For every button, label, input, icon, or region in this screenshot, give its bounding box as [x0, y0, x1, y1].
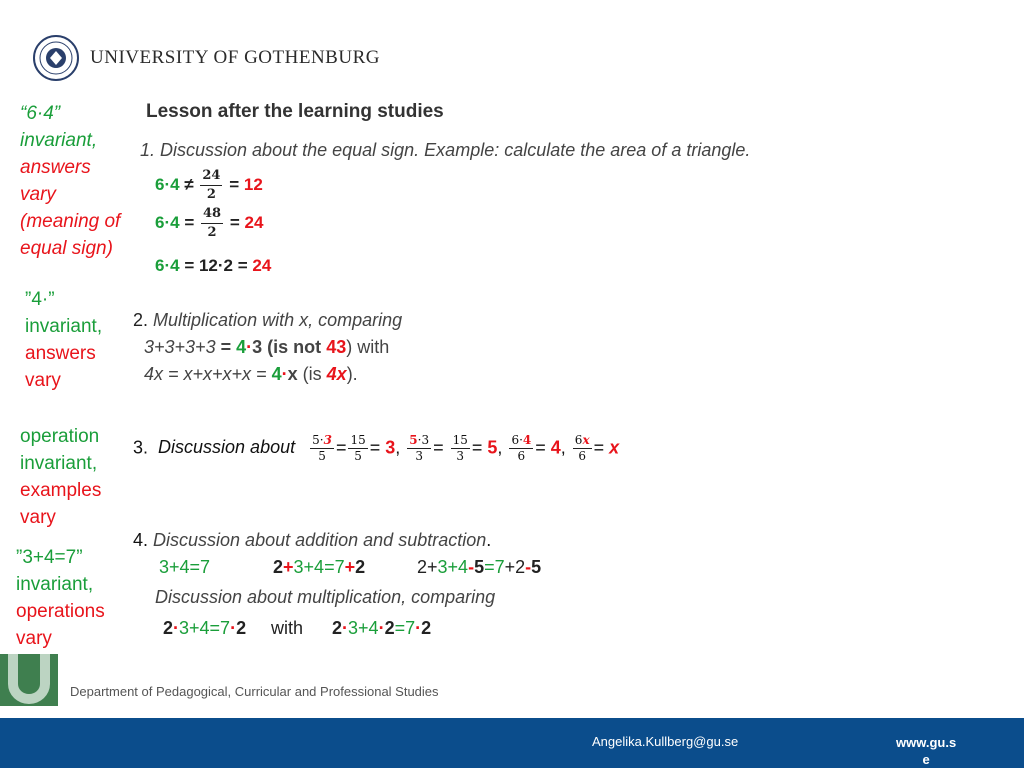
- page-title: Lesson after the learning studies: [146, 101, 444, 122]
- eq-sign: =: [229, 212, 240, 232]
- item-2-title: 2. Multiplication with x, comparing: [133, 310, 403, 330]
- footer-website[interactable]: www.gu.s e: [896, 735, 957, 767]
- side-note-quote: “6·4”: [20, 103, 61, 124]
- item-1-text: 1. Discussion about the equal sign. Example: calculate the area of a triangle.: [140, 140, 751, 160]
- item-4-add: 3+4=7: [159, 557, 211, 577]
- eq-sign: =: [229, 174, 240, 194]
- side-note-text: answers: [25, 343, 96, 364]
- side-note-quote: ”4·”: [25, 289, 55, 310]
- side-note-4: [16, 544, 105, 652]
- side-note-text: vary: [16, 628, 52, 649]
- side-note-text: examples: [20, 480, 102, 501]
- side-note-invariant: invariant,: [20, 130, 98, 151]
- eq-op: ≠: [184, 174, 194, 194]
- side-note-2: [25, 286, 102, 394]
- side-note-text: operations: [16, 601, 105, 622]
- fraction: $\frac{15}{3}$: [452, 433, 468, 463]
- equation-3: [155, 256, 271, 276]
- eq-result: 12: [243, 174, 263, 194]
- university-logo: [32, 34, 80, 82]
- side-note-invariant: invariant,: [25, 316, 103, 337]
- side-note-1: [20, 100, 120, 262]
- item-4-with: with: [271, 618, 304, 638]
- equation-1: [155, 168, 263, 203]
- equation-2: [155, 206, 263, 241]
- side-note-text: answers: [20, 157, 91, 178]
- fraction: $\frac{5\cdot 3}{3}$: [409, 433, 430, 463]
- item-4-mult-2: 2·3+4·2=7·2: [332, 618, 432, 638]
- eq-lhs: 6·4: [155, 174, 180, 194]
- side-note-text: vary: [20, 507, 56, 528]
- side-note-invariant: invariant,: [16, 574, 94, 595]
- item-4-mult-1: 2·3+4=7·2: [163, 618, 247, 638]
- side-note-text: (meaning of: [20, 211, 121, 232]
- side-note-invariant: invariant,: [20, 453, 98, 474]
- item-4-add-sub-1: 2+3+4=7+2: [273, 557, 366, 577]
- side-note-quote: operation: [20, 426, 100, 447]
- fraction: $\frac{6\cdot 4}{6}$: [511, 433, 532, 463]
- item-3: 3. Discussion about $\frac{5\cdot 3}{5}$ = $\frac{15}{5}$ = 3, $\frac{5\cdot 3}{3}$ = $\frac{15}{3}$ = 5, $\frac{6\cdot 4}{6}$ = 4, $\frac{6x}{6}$ = x: [133, 433, 620, 463]
- university-name: UNIVERSITY OF GOTHENBURG: [90, 47, 380, 68]
- fraction: $\frac{48}{2}$: [202, 206, 222, 240]
- department-logo: [0, 654, 58, 706]
- side-note-text: vary: [25, 370, 61, 391]
- eq-mid: = 12·2 =: [184, 256, 248, 275]
- department-name: Department of Pedagogical, Curricular and Professional Studies: [70, 684, 439, 699]
- eq-result: 24: [252, 256, 272, 275]
- item-4-title: 4. Discussion about addition and subtraction.: [133, 530, 492, 550]
- side-note-text: equal sign): [20, 238, 113, 259]
- footer-bar: [0, 718, 1024, 768]
- item-4-mult-title: Discussion about multiplication, comparing: [155, 587, 496, 607]
- fraction: $\frac{15}{5}$: [350, 433, 366, 463]
- fraction: $\frac{5\cdot 3}{5}$: [312, 433, 332, 463]
- item-2-line-1: 3+3+3+3 = 4·3 (is not 43) with: [144, 337, 390, 357]
- eq-lhs: 6·4: [155, 256, 180, 275]
- item-2-line-2: 4x = x+x+x+x = 4·x (is 4x).: [144, 364, 358, 384]
- item-4-add-sub-2: 2+3+4-5=7+2-5: [417, 557, 542, 577]
- eq-result: 24: [244, 212, 264, 232]
- eq-lhs: 6·4: [155, 212, 180, 232]
- fraction: $\frac{6x}{6}$: [574, 433, 590, 463]
- fraction: $\frac{24}{2}$: [202, 168, 221, 202]
- eq-op: =: [184, 212, 195, 232]
- footer-email[interactable]: Angelika.Kullberg@gu.se: [592, 734, 739, 749]
- side-note-quote: ”3+4=7”: [16, 547, 83, 568]
- side-note-3: [20, 423, 101, 531]
- side-note-text: vary: [20, 184, 56, 205]
